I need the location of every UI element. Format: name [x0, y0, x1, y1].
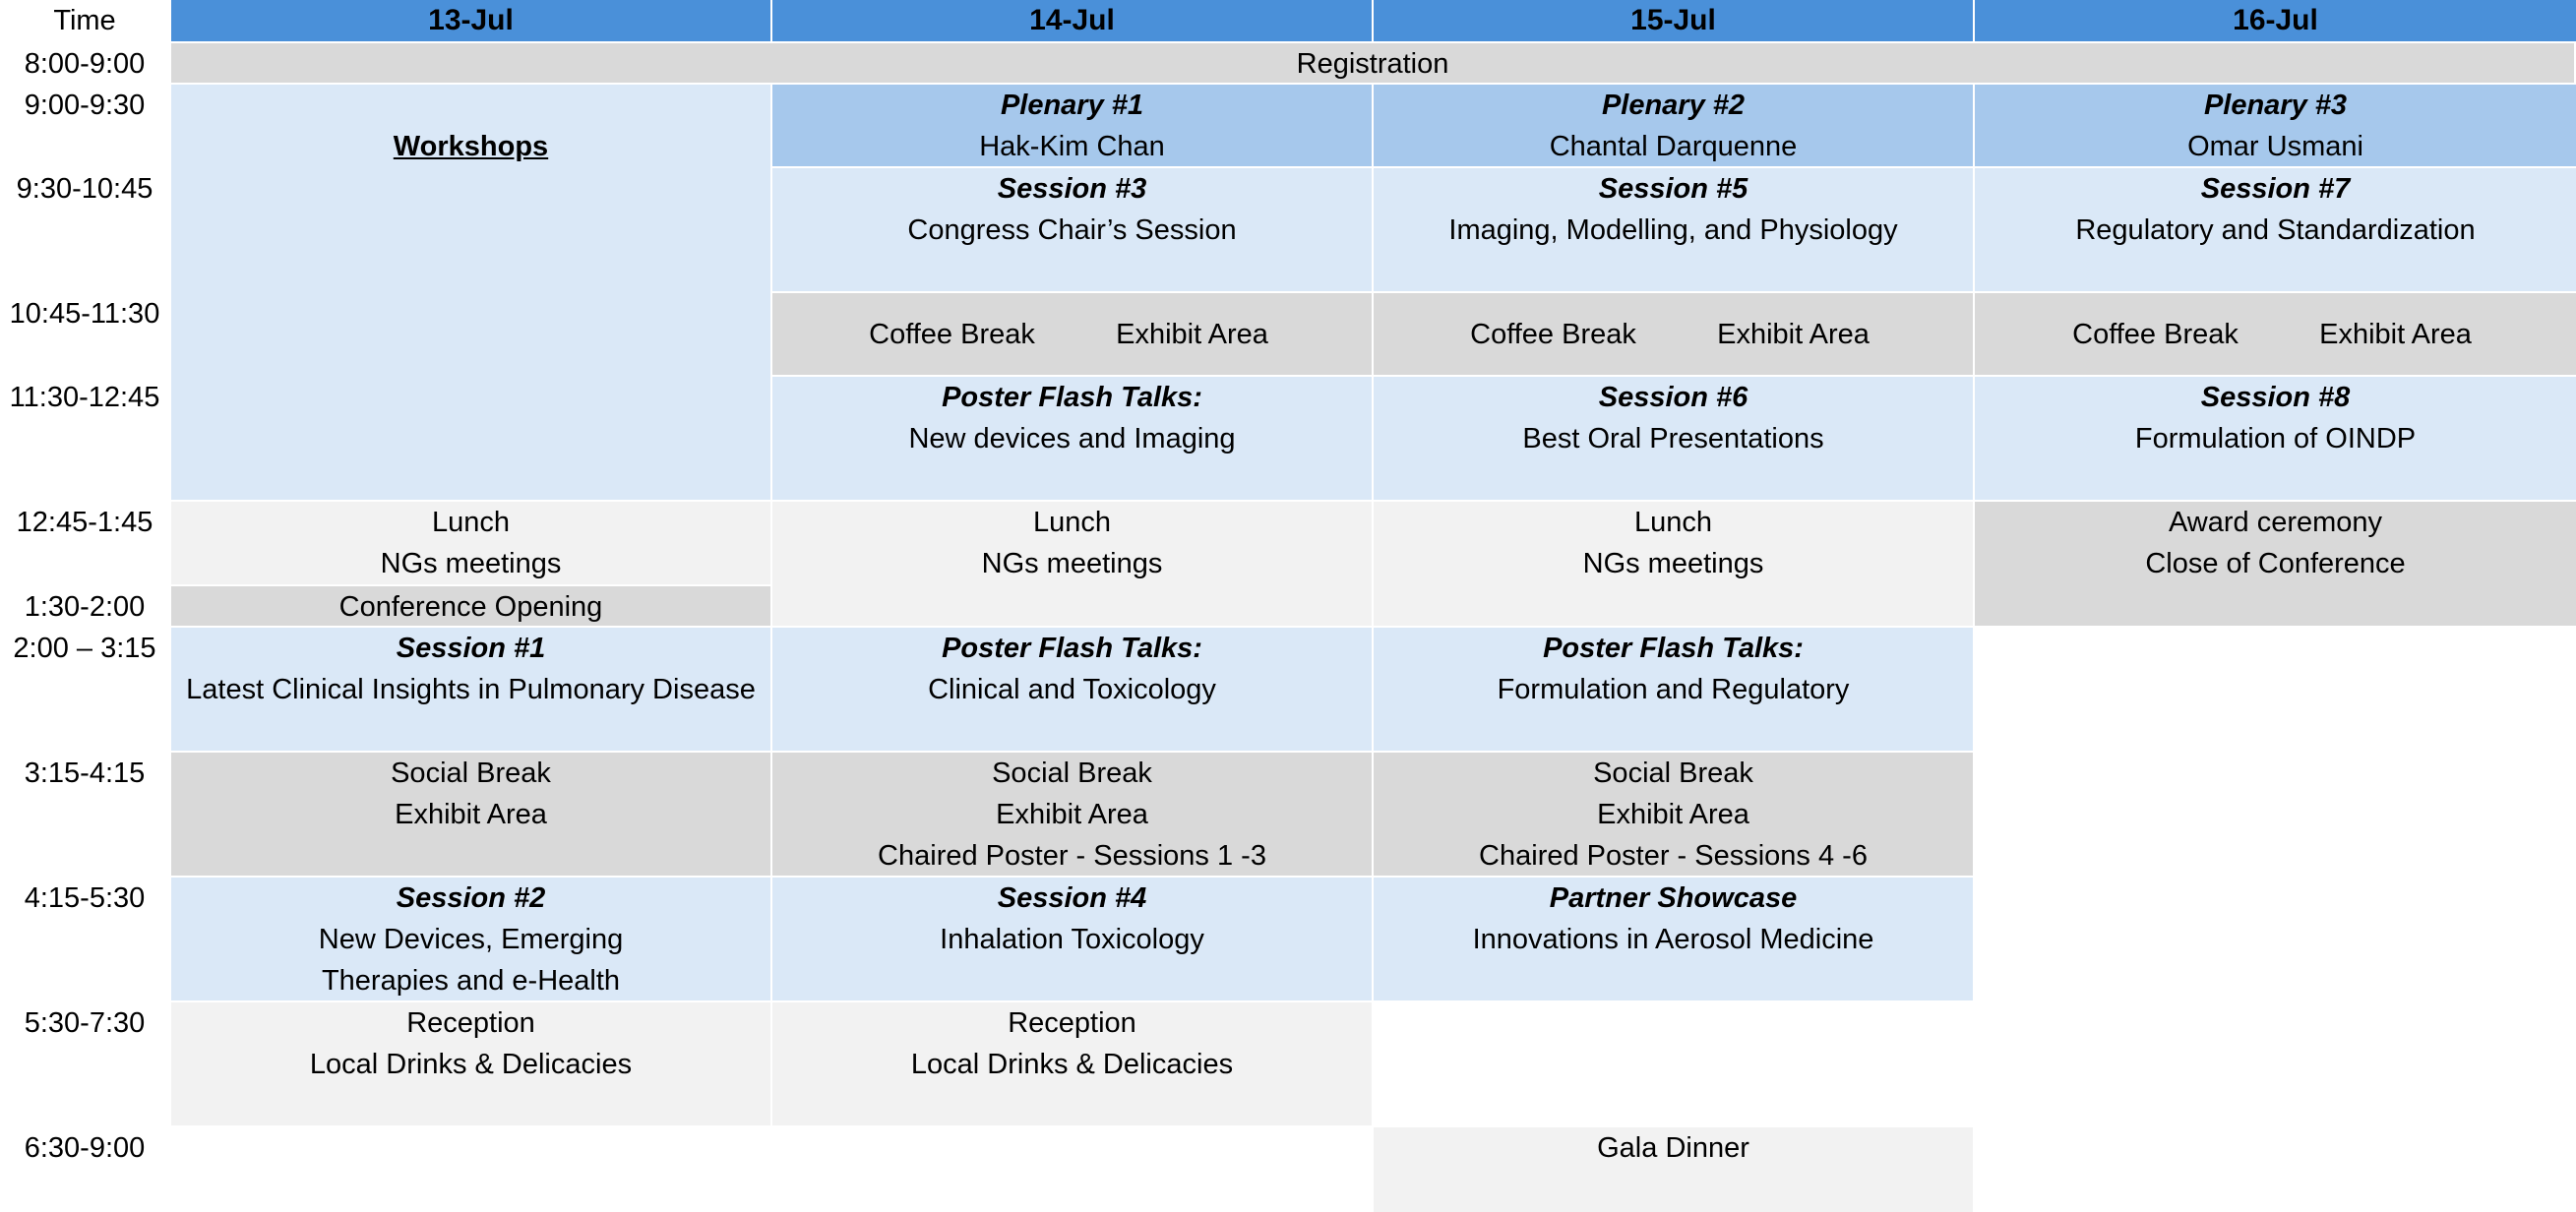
session-3-title: Session #3 — [997, 173, 1147, 205]
chaired-poster-label: Chaired Poster - Sessions 4 -6 — [1479, 840, 1868, 872]
reception-name: Local Drinks & Delicacies — [309, 1049, 633, 1080]
social-break-label: Social Break — [992, 758, 1152, 789]
conference-opening-block — [171, 586, 772, 628]
plenary-3-block — [1975, 85, 2576, 168]
social-break-13 — [171, 753, 772, 878]
session-1-name: Latest Clinical Insights in Pulmonary Disease — [186, 674, 756, 705]
lunch-14 — [772, 502, 1374, 628]
plenary-2-title: Plenary #2 — [1601, 90, 1746, 121]
reception-title: Reception — [406, 1007, 535, 1039]
plenary-1-title: Plenary #1 — [1000, 90, 1144, 121]
partner-showcase-name: Innovations in Aerosol Medicine — [1472, 924, 1874, 955]
session-7-name: Regulatory and Standardization — [2075, 214, 2476, 246]
social-break-14 — [772, 753, 1374, 878]
chaired-poster-label: Chaired Poster - Sessions 1 -3 — [878, 840, 1266, 872]
poster-flash-2-title: Poster Flash Talks: — [942, 633, 1202, 664]
session-2-block — [171, 878, 772, 1002]
exhibit-area-label: Exhibit Area — [996, 799, 1148, 830]
lunch-label: Lunch — [1032, 507, 1111, 538]
session-2-line2: Therapies and e-Health — [321, 965, 621, 997]
session-1-title: Session #1 — [396, 633, 546, 664]
coffee-break-15 — [1374, 293, 1975, 377]
reception-13 — [171, 1002, 772, 1127]
poster-flash-1-name: New devices and Imaging — [908, 423, 1236, 454]
plenary-3-title: Plenary #3 — [2203, 90, 2348, 121]
time-slot: 3:15-4:15 — [24, 758, 146, 789]
reception-14 — [772, 1002, 1374, 1127]
award-ceremony-block — [1975, 502, 2576, 628]
session-2-line1: New Devices, Emerging — [318, 924, 624, 955]
plenary-1-block — [772, 85, 1374, 168]
session-7-block — [1975, 168, 2576, 293]
coffee-break-label: Coffee Break — [869, 319, 1035, 350]
time-slot: 2:00 – 3:15 — [13, 633, 156, 664]
session-5-title: Session #5 — [1598, 173, 1748, 205]
coffee-break-label: Coffee Break — [2072, 319, 2239, 350]
poster-flash-3-title: Poster Flash Talks: — [1543, 633, 1804, 664]
plenary-3-speaker: Omar Usmani — [2187, 131, 2363, 162]
session-6-name: Best Oral Presentations — [1522, 423, 1824, 454]
ngs-label: NGs meetings — [981, 548, 1163, 579]
poster-flash-2-name: Clinical and Toxicology — [928, 674, 1216, 705]
time-slot: 1:30-2:00 — [24, 591, 146, 623]
lunch-label: Lunch — [431, 507, 510, 538]
time-slot: 5:30-7:30 — [24, 1007, 146, 1039]
time-slot: 9:00-9:30 — [24, 90, 146, 121]
coffee-break-14 — [772, 293, 1374, 377]
workshops-label: Workshops — [393, 131, 549, 162]
exhibit-area-label: Exhibit Area — [395, 799, 547, 830]
session-4-name: Inhalation Toxicology — [940, 924, 1204, 955]
time-slot: 12:45-1:45 — [16, 507, 153, 538]
social-break-label: Social Break — [391, 758, 551, 789]
partner-showcase-title: Partner Showcase — [1549, 882, 1798, 914]
ngs-label: NGs meetings — [380, 548, 562, 579]
award-ceremony-label: Award ceremony — [2168, 507, 2383, 538]
gala-dinner-block — [1374, 1127, 1975, 1212]
exhibit-area-label: Exhibit Area — [1597, 799, 1749, 830]
session-7-title: Session #7 — [2200, 173, 2351, 205]
time-slot: 6:30-9:00 — [24, 1132, 146, 1164]
time-slot: 10:45-11:30 — [9, 298, 160, 330]
poster-flash-1-block — [772, 377, 1374, 502]
registration-label: Registration — [1296, 48, 1449, 80]
close-conference-label: Close of Conference — [2145, 548, 2406, 579]
session-4-block — [772, 878, 1374, 1002]
time-slot: 11:30-12:45 — [9, 382, 160, 413]
poster-flash-2-block — [772, 628, 1374, 753]
poster-flash-3-name: Formulation and Regulatory — [1497, 674, 1850, 705]
partner-showcase-block — [1374, 878, 1975, 1002]
day-header-15: 15-Jul — [1374, 0, 1975, 41]
reception-title: Reception — [1008, 1007, 1136, 1039]
exhibit-area-label: Exhibit Area — [2319, 319, 2472, 350]
day-header-14: 14-Jul — [772, 0, 1374, 41]
reception-name: Local Drinks & Delicacies — [910, 1049, 1234, 1080]
session-2-title: Session #2 — [396, 882, 546, 914]
lunch-13 — [171, 502, 772, 586]
workshops-block — [171, 85, 772, 502]
day-header-16: 16-Jul — [1975, 0, 2576, 41]
session-6-title: Session #6 — [1598, 382, 1748, 413]
gala-dinner-label: Gala Dinner — [1597, 1132, 1749, 1164]
session-3-block — [772, 168, 1374, 293]
poster-flash-3-block — [1374, 628, 1975, 753]
session-8-block — [1975, 377, 2576, 502]
time-slot: 4:15-5:30 — [24, 882, 146, 914]
session-4-title: Session #4 — [997, 882, 1147, 914]
time-header: Time — [53, 5, 116, 36]
conference-opening-label: Conference Opening — [338, 591, 603, 623]
social-break-label: Social Break — [1593, 758, 1753, 789]
session-8-name: Formulation of OINDP — [2134, 423, 2417, 454]
coffee-break-16 — [1975, 293, 2576, 377]
day-header-13: 13-Jul — [171, 0, 772, 41]
plenary-1-speaker: Hak-Kim Chan — [979, 131, 1165, 162]
lunch-15 — [1374, 502, 1975, 628]
session-8-title: Session #8 — [2200, 382, 2351, 413]
plenary-2-block — [1374, 85, 1975, 168]
session-3-name: Congress Chair’s Session — [907, 214, 1237, 246]
session-1-block — [171, 628, 772, 753]
exhibit-area-label: Exhibit Area — [1116, 319, 1268, 350]
time-slot: 8:00-9:00 — [24, 48, 146, 80]
exhibit-area-label: Exhibit Area — [1717, 319, 1870, 350]
lunch-label: Lunch — [1633, 507, 1712, 538]
time-slot: 9:30-10:45 — [16, 173, 153, 205]
ngs-label: NGs meetings — [1582, 548, 1764, 579]
session-5-name: Imaging, Modelling, and Physiology — [1448, 214, 1898, 246]
plenary-2-speaker: Chantal Darquenne — [1549, 131, 1798, 162]
social-break-15 — [1374, 753, 1975, 878]
registration-block — [171, 43, 2576, 85]
session-5-block — [1374, 168, 1975, 293]
coffee-break-label: Coffee Break — [1470, 319, 1636, 350]
session-6-block — [1374, 377, 1975, 502]
poster-flash-1-title: Poster Flash Talks: — [942, 382, 1202, 413]
